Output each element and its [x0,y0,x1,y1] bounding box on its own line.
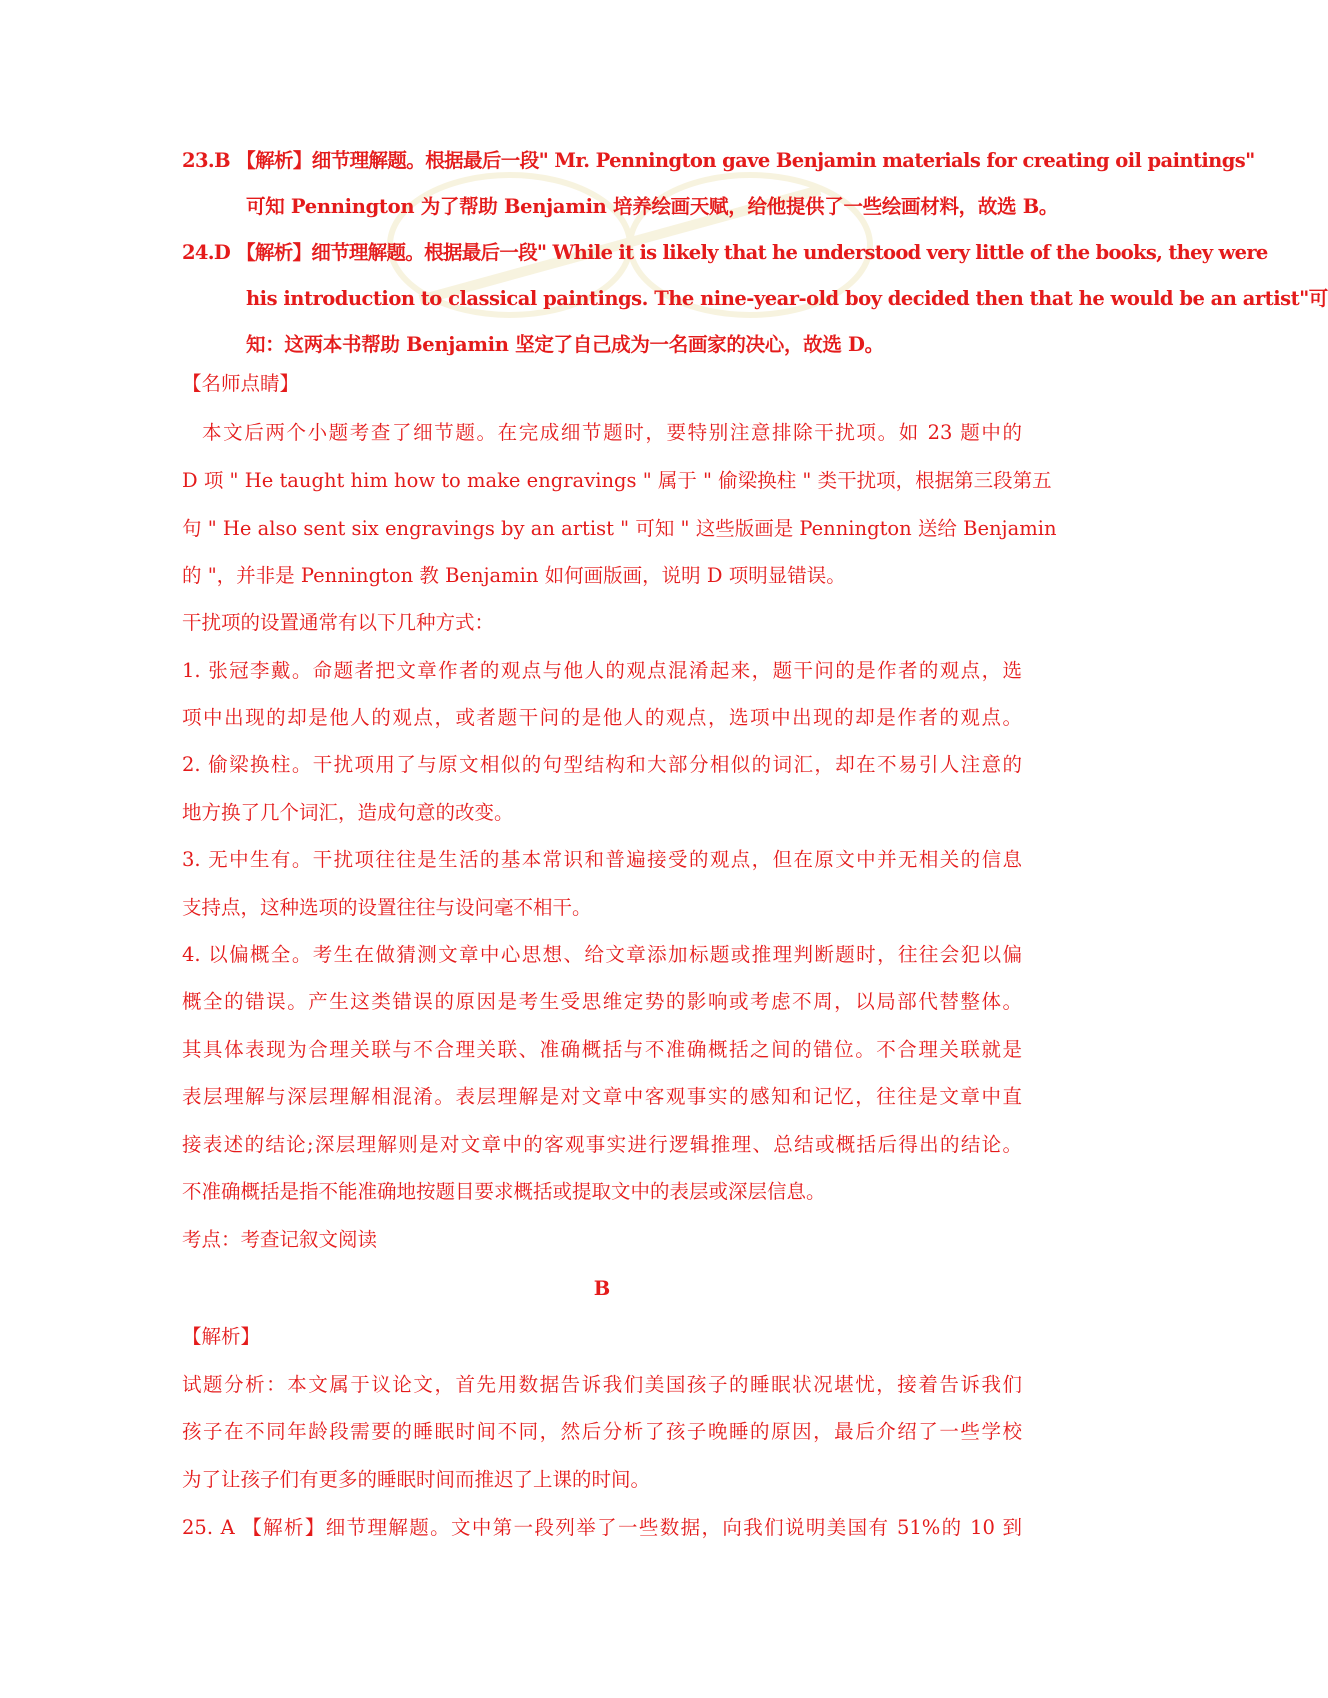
method-1-line-2: 项中出现的却是他人的观点，或者题干问的是他人的观点，选项中出现的却是作者的观点。 [182,706,1022,729]
analysis-line-3: 为了让孩子们有更多的睡眠时间而推迟了上课的时间。 [182,1468,651,1491]
method-3-line-1: 3. 无中生有。干扰项往往是生活的基本常识和普遍接受的观点，但在原文中并无相关的信息 [182,848,1022,871]
analysis-line-1: 试题分析：本文属于议论文，首先用数据告诉我们美国孩子的睡眠状况堪忧，接着告诉我们 [182,1373,1022,1396]
note-paragraph-line-1: 本文后两个小题考查了细节题。在完成细节题时，要特别注意排除干扰项。如 23 题中的 [202,421,1022,444]
method-4-line-6: 不准确概括是指不能准确地按题目要求概括或提取文中的表层或深层信息。 [182,1180,826,1203]
note-paragraph-line-4: 的 "，并非是 Pennington 教 Benjamin 如何画版画，说明 D 项明显错误。 [182,564,846,587]
answer-24-line-3: 知：这两本书帮助 Benjamin 坚定了自己成为一名画家的决心，故选 D。 [246,333,884,356]
method-3-line-2: 支持点，这种选项的设置往往与设问毫不相干。 [182,896,592,919]
section-b-title: B [593,1277,611,1300]
answer-23-line-1: 23.B 【解析】细节理解题。根据最后一段" Mr. Pennington gave Benjamin materials for creating oil paintings" [182,149,1255,172]
kaodian: 考点：考查记叙文阅读 [182,1228,378,1251]
method-4-line-3: 其具体表现为合理关联与不合理关联、准确概括与不准确概括之间的错位。不合理关联就是 [182,1038,1022,1061]
method-2-line-2: 地方换了几个词汇，造成句意的改变。 [182,801,514,824]
section-b-heading: 【解析】 [182,1325,261,1348]
method-1-line-1: 1. 张冠李戴。命题者把文章作者的观点与他人的观点混淆起来，题干问的是作者的观点，选 [182,659,1022,682]
answer-25-line-1: 25. A 【解析】细节理解题。文中第一段列举了一些数据，向我们说明美国有 51%的 10 到 [182,1516,1022,1539]
teacher-note-heading: 【名师点睛】 [182,372,300,395]
answer-24-line-1: 24.D 【解析】细节理解题。根据最后一段" While it is likely that he understood very little of the books, they were [182,241,1268,264]
analysis-line-2: 孩子在不同年龄段需要的睡眠时间不同，然后分析了孩子晚睡的原因，最后介绍了一些学校 [182,1420,1022,1443]
answer-23-line-2: 可知 Pennington 为了帮助 Benjamin 培养绘画天赋，给他提供了一些绘画材料，故选 B。 [246,195,1059,218]
method-2-line-1: 2. 偷梁换柱。干扰项用了与原文相似的句型结构和大部分相似的词汇，却在不易引人注意的 [182,753,1022,776]
method-4-line-2: 概全的错误。产生这类错误的原因是考生受思维定势的影响或考虑不周，以局部代替整体。 [182,990,1022,1013]
note-paragraph-line-2: D 项 " He taught him how to make engravings " 属于 " 偷梁换柱 " 类干扰项，根据第三段第五 [182,469,1052,492]
methods-intro: 干扰项的设置通常有以下几种方式： [182,611,495,634]
method-4-line-5: 接表述的结论;深层理解则是对文章中的客观事实进行逻辑推理、总结或概括后得出的结论。 [182,1133,1022,1156]
answer-24-line-2: his introduction to classical paintings. The nine-year-old boy decided then that he would be an artist"可 [246,287,1328,310]
note-paragraph-line-3: 句 " He also sent six engravings by an artist " 可知 " 这些版画是 Pennington 送给 Benjamin [182,517,1057,540]
method-4-line-1: 4. 以偏概全。考生在做猜测文章中心思想、给文章添加标题或推理判断题时，往往会犯以偏 [182,943,1022,966]
method-4-line-4: 表层理解与深层理解相混淆。表层理解是对文章中客观事实的感知和记忆，往往是文章中直 [182,1085,1022,1108]
